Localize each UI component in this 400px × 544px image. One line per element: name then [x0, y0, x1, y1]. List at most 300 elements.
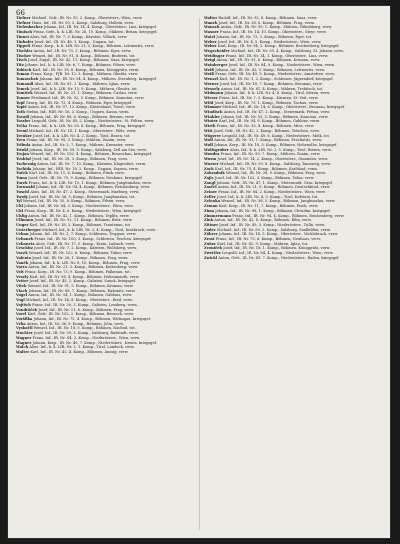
entry-details: Karl, Korp., IR. Nr. 11, 7. Komp., Böhmen, Pisek, verw. — [218, 204, 319, 209]
entry-surname: Turek — [16, 180, 28, 185]
entry-surname: Wessely — [204, 86, 220, 91]
entry-details: Hans, Inf., IR. Nr. 59, 3. Komp., Salzburg, Hallein, verw. — [31, 20, 135, 25]
list-entry — [204, 246, 382, 250]
list-entry — [16, 265, 194, 269]
entry-details: Anton, Inf., IR. Nr. 94, 1. Komp., Böhmen, Gablonz, verw. — [28, 293, 133, 298]
list-entry — [204, 185, 382, 189]
entry-surname: Tisch — [16, 58, 27, 63]
entry-surname: Titz — [16, 63, 24, 68]
entry-details: Karl, Gefr., IR. Nr. 102, 2. Komp., Böhmen, Benesch, verw. — [27, 312, 134, 317]
entry-surname: Tomiček — [16, 91, 33, 96]
entry-details: Anton, Inf., IR. Nr. 21, 3. Komp., Böhmen, Kuttenberg, verw. — [28, 265, 139, 270]
entry-surname: Wagner — [16, 335, 32, 340]
entry-details: Franz, Inf., IR. Nr. 30, 3. Komp., Galizien, Lemberg, verm. — [32, 302, 138, 307]
list-entry — [16, 251, 194, 255]
list-entry — [204, 242, 382, 246]
entry-surname: Vetter — [16, 279, 29, 284]
entry-details: Johann, Inf., IR. Nr. 75, 4. Komp., Böhmen, Wittingau, kriegsgef. — [33, 317, 151, 321]
list-entry — [16, 21, 194, 25]
entry-surname: Wansch — [204, 25, 220, 30]
entry-details: Wenzel, Inf., IR. Nr. 18, 5. Komp., Böhmen, Nachod, tot. — [33, 326, 136, 331]
entry-details: Anton, Inf., IR. Nr. 7, 10. Komp., Kärnten, Klagenfurt, verm. — [37, 161, 147, 166]
entry-surname: Zrost — [204, 237, 215, 242]
entry-surname: Vavra — [16, 265, 28, 270]
entry-surname: Tinnei — [16, 34, 29, 39]
entry-surname: Zvoníček — [204, 246, 223, 251]
entry-surname: Wurm — [204, 157, 217, 162]
entry-surname: Zahradnik — [204, 171, 225, 176]
entry-surname: Wolf — [204, 142, 214, 147]
list-entry — [204, 119, 382, 123]
entry-details: Franz, Inf., IR. Nr. 7, 3. Komp., Kärnten, St. Veit, verw. — [218, 95, 319, 100]
entry-surname: Zeman — [204, 204, 218, 209]
list-entry — [16, 322, 194, 326]
entry-surname: Zeller — [204, 194, 216, 199]
entry-surname: Trčka — [16, 124, 28, 129]
entry-surname: Veit — [16, 269, 24, 274]
entry-details: Josef, Inf., IR. Nr. 36, 5. Komp., Böhmen, Jungbunzlau, tot. — [29, 194, 136, 199]
entry-surname: Zink — [204, 218, 214, 223]
entry-details: Wenzel, Inf., IR. Nr. 102, 4. Komp., Böhmen, Beneschau, kriegsgef. — [30, 152, 152, 157]
entry-surname: Wasner — [204, 30, 219, 35]
entry-details: Josef, Inf., IR. Nr. 28, 3. Komp., Böhmen, Prag, verw. — [32, 157, 128, 162]
entry-details: Johann, Inf., IR. Nr. 54, 4. Komp., Mähren, Sternberg, kriegsgef. — [39, 77, 157, 82]
entry-details: Johann, Inf., IR. Nr. 14, 5. Komp., Oberösterr., Vöcklabruck, verw. — [218, 232, 339, 237]
entry-details: Johann, Inf., IR. Nr. 14, 4. Komp., Oberösterr., Linz, kriegsgef. — [43, 25, 157, 30]
entry-details: Johann, Inf., k. k. LIR. Nr. 8, 10. Komp., Böhmen, Prag, verw. — [29, 260, 141, 265]
list-entry — [16, 237, 194, 241]
list-entry — [16, 261, 194, 265]
entry-details: Josef, Inf., IR. Nr. 4, 5. Komp., Niederösterr., Wien, verw. — [217, 39, 322, 44]
entry-details: Franz, Korp., IR. Nr. 4, 6. Komp., Niederösterr., Wien, kriegsgef. — [24, 208, 142, 213]
entry-details: Franz, Inf., IR. Nr. 94, 4. Komp., Böhmen, Reichenberg, verw. — [232, 213, 345, 218]
entry-surname: Tonner — [16, 95, 31, 100]
list-entry — [16, 317, 194, 321]
entry-details: Anton, Inf., IR. Nr. 81, 4. Komp., Mähren, Trebitsch, tot. — [220, 86, 324, 91]
list-entry — [204, 195, 382, 199]
entry-details: Alois, Inf., k. k. LIR. Nr. 2, 1. Komp., Tirol, Landeck, verw. — [29, 345, 135, 350]
entry-details: Franz, Inf., IR. Nr. 75, 6. Komp., Böhmen, Neuhaus, verw. — [215, 237, 321, 242]
entry-details: Leopold, Inf., IR. Nr. 84, 4. Komp., Niederösterr., Wien, verw. — [222, 251, 334, 256]
entry-details: Michael, Inf., IR. Nr. 14, 8. Komp., Oberösterr., Ried, verw. — [25, 298, 133, 303]
entry-details: Karl, Inf., IR. Nr. 98, 4. Komp., Böhmen, Hohenmauth, verw. — [29, 274, 140, 279]
entry-surname: Weinberger — [204, 63, 228, 68]
entry-surname: Wild — [204, 100, 214, 105]
list-entry — [16, 298, 194, 302]
entry-surname: Wagner — [16, 340, 32, 345]
entry-surname: Trojan — [16, 152, 29, 157]
entry-details: Anton, Gefr., IR. Nr. 99, 1. Komp., Mähren, Nikolsburg, verw. — [220, 25, 333, 30]
entry-surname: Widmann — [204, 91, 224, 96]
entry-surname: Zöhrer — [204, 232, 218, 237]
list-entry — [16, 110, 194, 114]
list-entry — [16, 190, 194, 194]
list-entry — [16, 129, 194, 133]
list-entry — [16, 44, 194, 48]
entry-details: Alois, Inf., IR. Nr. 7, 3. Komp., Kärnten, Villach, verw. — [30, 34, 128, 39]
entry-surname: Werner — [204, 81, 219, 86]
entry-surname: Walch — [16, 345, 29, 350]
list-entry — [204, 115, 382, 119]
entry-surname: Vlach — [16, 288, 28, 293]
list-entry — [204, 199, 382, 203]
list-entry — [16, 308, 194, 312]
list-entry — [204, 167, 382, 171]
list-entry — [16, 218, 194, 222]
entry-surname: Veselý — [16, 274, 29, 279]
list-entry — [204, 171, 382, 175]
entry-surname: Turnwald — [16, 185, 35, 190]
entry-surname: Traudl — [16, 114, 30, 119]
entry-surname: Zeiner — [204, 190, 218, 195]
entry-surname: Winter — [204, 119, 218, 124]
entry-surname: Zach — [204, 166, 214, 171]
entry-details: Franz, Inf., IR. Nr. 100, 3. Komp., Schlesien, Teschen, kriegsgef. — [34, 237, 152, 242]
entry-details: Michael, Inf., IR. Nr. 59, 8. Komp., Salzburg, Tamsweg, verw. — [219, 161, 332, 166]
entry-surname: Zangl — [204, 180, 216, 185]
list-entry — [204, 190, 382, 194]
entry-details: Wenzel, Inf., IR. Nr. 28, 9. Komp., Böhmen, Prag, verw. — [225, 171, 326, 176]
list-entry — [204, 68, 382, 72]
list-entry — [16, 68, 194, 72]
entry-details: Wenzel, Inf., IR. Nr. 36, 5. Komp., Böhmen, Jungbunzlau, verw. — [221, 199, 336, 204]
entry-surname: Zuber — [204, 241, 216, 246]
entry-surname: Tinhofer — [16, 39, 34, 44]
entry-details: Johann, Inf., IR. Nr. 84, 3. Komp., Niederösterr., Wien, verw. — [24, 204, 134, 209]
entry-details: Johann, Inf., IR. Nr. 42, 3. Komp., Böhmen, Leitmeritz, verw. — [215, 67, 326, 72]
list-entry — [16, 148, 194, 152]
list-entry — [16, 162, 194, 166]
entry-details: Wenzel, Inf., IR. Nr. 91, 8. Komp., Böhmen, Budweis, tot. — [32, 53, 136, 58]
entry-surname: Weigl — [204, 58, 216, 63]
entry-details: Anton, Gefr., IR. Nr. 49, 7. Komp., Niederösterr., Baden, kriegsgef. — [218, 255, 340, 260]
entry-surname: Weidinger — [204, 53, 225, 58]
entry-surname: Tiefenbacher — [16, 25, 43, 30]
entry-details: Karl, Inf., IR. Nr. 42, 4. Komp., Böhmen, Aussig, verw. — [30, 349, 129, 354]
list-entry — [204, 124, 382, 128]
entry-details: Karl, Inf., IR. Nr. 81, 9. Komp., Mähren, Iglau, tot. — [217, 241, 309, 246]
list-entry — [16, 134, 194, 138]
entry-details: Johann, Inf., IR. Nr. 88, 7. Komp., Böhmen, Rakonitz, verw. — [28, 288, 136, 293]
entry-surname: Vaněk — [16, 260, 29, 265]
entry-surname: Truhlař — [16, 157, 32, 162]
entry-details: Karl, Inf., IR. Nr. 18, 6. Komp., Böhmen, Königgrätz, verm. — [32, 67, 140, 72]
list-entry — [16, 289, 194, 293]
entry-surname: Watzl — [204, 34, 216, 39]
entry-details: Josef, Inf., IR. Nr. 28, 6. Komp., Böhmen, Prag, verm. — [218, 20, 316, 25]
entry-details: Josef, Inf., IR. Nr. 45, 2. Komp., Galizien, Sanok, kriegsgef. — [29, 279, 137, 284]
entry-surname: Wirth — [204, 124, 216, 129]
entry-details: Franz, Korp., FJB. Nr. 12, 3. Komp., Mähren, Olmütz, verw. — [30, 72, 139, 77]
entry-surname: Wenzel — [204, 77, 219, 82]
entry-surname: Vogel — [16, 293, 28, 298]
list-entry — [16, 171, 194, 175]
entry-surname: Zwettler — [204, 251, 221, 256]
entry-details: Wenzel, Inf., IR. Nr. 35, 8. Komp., Böhmen, Pilsen, verw. — [22, 199, 126, 204]
entry-surname: Vorel — [16, 312, 27, 317]
list-entry — [204, 157, 382, 161]
entry-surname: Traxler — [16, 119, 31, 124]
entry-surname: Witt — [204, 128, 213, 133]
entry-surname: Tomek — [16, 86, 30, 91]
entry-details: Anton, Inf., IR. Nr. 91, 1. Komp., Böhmen, Prachatitz, verw. — [214, 138, 323, 143]
entry-details: Michael, Inf., IR. Nr. 14, 1. Komp., Oberösterr., Wels, verw. — [28, 128, 137, 133]
entry-details: Johann, Inf., HIR. Nr. 18, 2. Komp., Ungarn, Sopron, verw. — [32, 166, 139, 171]
entry-details: Alois, Gefr., IR. Nr. 17, 5. Komp., Krain, Laibach, verw. — [35, 241, 136, 246]
entry-details: Franz, Inf., IR. Nr. 84, 2. Komp., Niederösterr., Wien, verw. — [218, 190, 326, 195]
entry-details: Franz, Inf., IR. Nr. 35, 4. Komp., Böhmen, Mies, verw. — [216, 124, 315, 129]
entry-details: Johann, Inf., IR. Nr. 92, 5. Komp., Böhmen, Komotau, verw. — [221, 114, 329, 119]
list-entry — [16, 341, 194, 345]
entry-details: Stefan, Inf., HIR. Nr. 16, 3. Komp., Ungarn, Kassa, verm. — [26, 110, 130, 115]
entry-surname: Zoder — [204, 227, 216, 232]
entry-details: Franz, Inf., IR. Nr. 84, 2. Komp., Niederösterr., Wien, verw. — [32, 335, 140, 340]
list-entry — [16, 63, 194, 67]
entry-details: Johann, Korp., IR. Nr. 59, 5. Komp., Salzburg, Zell am See, verw. — [29, 147, 147, 152]
entry-details: Johann, Inf., k. k. LIR. Nr. 4, 8. Komp., Tirol, Meran, verw. — [224, 91, 331, 96]
left-column — [16, 16, 194, 532]
entry-surname: Zwickl — [204, 255, 218, 260]
list-entry — [16, 204, 194, 208]
entry-surname: Vyskočil — [16, 326, 33, 331]
list-entry — [16, 293, 194, 297]
entry-surname: Ubl — [16, 204, 24, 209]
entry-surname: Zavřel — [204, 185, 217, 190]
list-entry — [204, 58, 382, 62]
entry-details: Michael, Inf., IR. Nr. 59, 4. Komp., Salzburg, St. Johann, verw. — [230, 48, 344, 53]
entry-details: Leopold, Inf., IR. Nr. 49, 6. Komp., Niederösterr., Melk, tot. — [222, 133, 331, 138]
list-entry — [204, 21, 382, 25]
entry-details: Ferdinand, Inf., IR. Nr. 92, 5. Komp., Böhmen, Komotau, verw. — [31, 95, 145, 100]
list-entry — [16, 223, 194, 227]
entry-surname: Tyl — [16, 199, 22, 204]
entry-surname: Wachter — [16, 331, 33, 336]
entry-details: Alois, Inf., IR. Nr. 47, 2. Komp., Steiermark, Marburg, verw. — [30, 190, 140, 195]
list-entry — [16, 30, 194, 34]
list-entry — [204, 35, 382, 39]
entry-surname: Urbanetz — [16, 241, 35, 246]
entry-surname: Wögerer — [204, 133, 222, 138]
list-entry — [16, 105, 194, 109]
entry-details: Franz, Inf., IR. Nr. 14, 1. Komp., Oberösterr., Linz, verw. — [225, 53, 329, 58]
list-entry — [16, 25, 194, 29]
entry-surname: Weber — [204, 44, 217, 49]
list-entry — [16, 167, 194, 171]
entry-details: Josef, Inf., k. k. LIR. Nr. 4, 2. Komp., Tirol, Bozen, tot. — [33, 133, 131, 138]
entry-surname: Tiefner — [16, 20, 31, 25]
list-entry — [204, 204, 382, 208]
entry-details: Rudolf, Inf., IR. Nr. 92, 8. Komp., Böhmen, Saaz, verw. — [218, 16, 318, 20]
entry-surname: Wolfsgruber — [204, 147, 229, 152]
entry-details: Josef, Inf., IR. Nr. 28, 1. Komp., Böhmen, Prag, verm. — [32, 255, 129, 260]
list-entry — [16, 72, 194, 76]
list-entry — [16, 326, 194, 330]
entry-surname: Zimmermann — [204, 213, 232, 218]
list-entry — [16, 54, 194, 58]
entry-details: Josef, Inf., IR. Nr. 92, 11. Komp., Böhmen, Brüx, verw. — [34, 218, 133, 223]
list-entry — [16, 209, 194, 213]
entry-surname: Urbanek — [16, 237, 34, 242]
entry-surname: Tiefner — [16, 16, 31, 20]
entry-surname: Wieser — [204, 95, 218, 100]
page-number: 66 — [16, 9, 25, 17]
entry-details: Franz, Inf., IR. Nr. 14, 10. Komp., Oberösterr., Steyr, verw. — [220, 30, 327, 35]
list-entry — [16, 40, 194, 44]
list-entry — [16, 242, 194, 246]
entry-surname: Tomaschek — [16, 77, 39, 82]
entry-surname: Tschernig — [16, 161, 36, 166]
list-entry — [16, 195, 194, 199]
entry-surname: Topič — [16, 105, 27, 110]
entry-details: Wenzel, Inf., IR. Nr. 102, 6. Komp., Böhmen, Tabor, verw. — [28, 251, 133, 256]
entry-details: Georg, Inf., IR. Nr. 73, 4. Komp., Böhmen, Eger, kriegsgef. — [25, 100, 133, 105]
list-entry — [204, 251, 382, 255]
list-entry — [16, 232, 194, 236]
list-entry — [16, 16, 194, 20]
list-entry — [16, 58, 194, 62]
entry-surname: Tischler — [16, 48, 33, 53]
entry-details: Michael, Inf., k. k. LIR. Nr. 2, 4. Komp., Tirol, Innsbruck, verw. — [42, 227, 157, 232]
entry-details: Anton, Inf., IR. Nr. 21, 6. Komp., Böhmen, Deutschbrod, verw. — [217, 185, 331, 190]
entry-details: Josef, Inf., IR. Nr. 14, 2. Komp., Oberösterr., Gmunden, verw. — [217, 157, 328, 162]
entry-surname: Vitek — [16, 284, 27, 289]
entry-details: Michael, Inf., IR. Nr. 14, 6. Komp., Oberösterr., Braunau, kriegsgef. — [222, 105, 346, 110]
entry-details: Johann, Korp., IR. Nr. 49, 7. Komp., Niederösterr., Krems, kriegsgef. — [32, 340, 157, 345]
list-entry — [204, 54, 382, 58]
entry-surname: Uhlig — [16, 213, 27, 218]
entry-surname: Treml — [16, 128, 28, 133]
entry-surname: Tuma — [16, 175, 28, 180]
list-entry — [16, 345, 194, 349]
list-entry — [204, 63, 382, 67]
entry-surname: Tuschl — [16, 190, 30, 195]
entry-details: Josef, Inf., IR. Nr. 18, 1. Komp., Böhmen, Königgrätz, verw. — [223, 246, 331, 251]
entry-surname: Tribula — [16, 142, 31, 147]
entry-details: Johann, Inf., IR. Nr. 1, 7. Komp., Schlesien, Troppau, verw. — [29, 232, 137, 237]
list-entry — [16, 152, 194, 156]
entry-surname: Tschida — [16, 166, 32, 171]
entry-details: Michael, Inf., IR. Nr. 59, 2. Komp., Salzburg, Saalfelden, verm. — [216, 227, 332, 232]
list-entry — [204, 152, 382, 156]
list-entry — [204, 40, 382, 44]
entry-details: Anton, Inf., IR. Nr. 47, 2. Komp., Steiermark, Pettau, verw. — [223, 110, 331, 115]
entry-details: Anton, Inf., IR. Nr. 42, 1. Komp., Böhmen, Teplitz, verw. — [28, 213, 130, 218]
entry-details: Franz, Inf., IR. Nr. 99, 3. Komp., Mähren, Znaim, verw. — [26, 138, 127, 143]
entry-details: Alois, Inf., k. k. LIR. Nr. 2, 5. Komp., Tirol, Brixen, verw. — [229, 147, 332, 152]
entry-details: Josef, Inf., IR. Nr. 11, 6. Komp., Böhmen, Prag, verw. — [38, 307, 135, 312]
entry-details: Franz, Inf., k. k. LIR. Nr. 28, 8. Komp., Böhmen, Prag, kriegsgef. — [28, 124, 146, 129]
list-entry — [16, 77, 194, 81]
entry-details: Josef, Inf., k. k. LIR. Nr. 13, 9. Komp., Mähren, Olmütz, tot. — [30, 86, 138, 91]
list-entry — [204, 214, 382, 218]
entry-details: Alois, Inf., IR. Nr. 81, 2. Komp., Mähren, Iglau, verw. — [34, 81, 131, 86]
list-entry — [204, 223, 382, 227]
list-entry — [16, 124, 194, 128]
list-entry — [16, 96, 194, 100]
list-entry — [16, 115, 194, 119]
entry-surname: Twrdy — [16, 194, 28, 199]
list-entry — [204, 138, 382, 142]
list-entry — [16, 246, 194, 250]
list-entry — [16, 336, 194, 340]
entry-details: Karl, Inf., IR. Nr. 1, 2. Komp., Schlesien, Jägerndorf, kriegsgef. — [219, 77, 334, 82]
entry-surname: Wolf — [204, 138, 214, 143]
list-entry — [16, 157, 194, 161]
entry-details: Josef, Gefr., IR. Nr. 75, 9. Komp., Böhmen, Neuhaus, kriegsgef. — [28, 175, 143, 180]
entry-surname: Walter — [16, 349, 30, 354]
entry-details: Johann, Inf., IR. Nr. 94, 4. Komp., Böhmen, Reichenberg, verw. — [35, 185, 151, 190]
list-entry — [16, 49, 194, 53]
list-entry — [204, 148, 382, 152]
entry-surname: Valenta — [16, 255, 32, 260]
entry-details: Josef, Inf., IR. Nr. 59, 3. Komp., Salzburg, Radstadt, verw. — [33, 331, 139, 336]
entry-surname: Wurzer — [204, 161, 219, 166]
list-entry — [204, 96, 382, 100]
list-entry — [16, 199, 194, 203]
entry-details: Anton, Inf., IR. Nr. 73, 2. Komp., Böhmen, Eger, verw. — [33, 48, 132, 53]
list-entry — [16, 143, 194, 147]
entry-surname: Vrba — [16, 321, 26, 326]
entry-surname: Wegscheider — [204, 48, 230, 53]
list-entry — [204, 72, 382, 76]
entry-surname: Zima — [204, 208, 215, 213]
entry-details: Josef, Inf., k. k. LIR. Nr. 4, 3. Komp., Tirol, Kufstein, tot. — [216, 194, 319, 199]
list-entry — [204, 91, 382, 95]
list-entry — [204, 25, 382, 29]
entry-details: Anton, Inf., IR. Nr. 42, 8. Komp., Böhmen, Bilin, verw. — [214, 218, 312, 223]
entry-surname: Trinkl — [16, 147, 29, 152]
list-entry — [204, 110, 382, 114]
list-entry — [204, 87, 382, 91]
entry-surname: Unger — [16, 222, 29, 227]
entry-details: Johann, Gefr., IR. Nr. 47, 1. Komp., Steiermark, Graz, kriegsgef. — [216, 180, 333, 185]
entry-surname: Urschitz — [16, 246, 33, 251]
list-entry — [204, 237, 382, 241]
list-entry — [204, 176, 382, 180]
entry-surname: Tomandl — [16, 81, 34, 86]
list-entry — [204, 228, 382, 232]
list-entry — [16, 185, 194, 189]
list-entry — [204, 162, 382, 166]
entry-surname: Uhl — [16, 208, 24, 213]
list-entry — [204, 256, 382, 260]
list-entry — [204, 16, 382, 20]
list-entry — [16, 279, 194, 283]
entry-details: Franz, Korp., k. k. LIR. Nr. 21, 5. Komp., Böhmen, Leitmeritz, verw. — [31, 44, 155, 49]
entry-details: Karl, Inf., IR. Nr. 94, 9. Komp., Böhmen, Gablonz, verm. — [218, 119, 321, 124]
entry-surname: Treu — [16, 138, 26, 143]
list-entry — [204, 209, 382, 213]
list-entry — [16, 138, 194, 142]
entry-details: Karl, Inf., IR. Nr. 18, 2. Komp., Böhmen, Trautenau, tot. — [29, 222, 132, 227]
entry-details: Josef, Inf., IR. Nr. 7, 2. Komp., Kärnten, Wolfsberg, verw. — [34, 246, 138, 251]
entry-surname: Weber — [204, 39, 217, 44]
entry-surname: Vojtěch — [16, 302, 31, 307]
entry-details: Anton, Inf., IR. Nr. 91, 6. Komp., Böhmen, Krumau, verw. — [216, 58, 321, 63]
entry-details: Franz, Inf., IR. Nr. 99, 7. Komp., Mähren, Znaim, verw. — [220, 152, 321, 157]
entry-details: Anton, Inf., IR. Nr. 36, 9. Komp., Böhmen, Jičin, verw. — [26, 321, 124, 326]
entry-surname: Vogl — [16, 298, 25, 303]
list-entry — [204, 44, 382, 48]
entry-surname: Wondra — [204, 152, 220, 157]
entry-surname: Walter — [204, 16, 218, 20]
entry-details: Josef, Korp., IR. Nr. 73, 1. Komp., Böhmen, Tachau, verw. — [214, 100, 319, 105]
entry-details: Josef, Inf., IR. Nr. 49, 3. Komp., Niederösterr., Tulln, verw. — [219, 222, 326, 227]
entry-details: Karl, Inf., IR. Nr. 73, 4. Komp., Böhmen, Karlsbad, verm. — [214, 166, 318, 171]
entry-details: Johann, Inf., IR. Nr. 98, 1. Komp., Böhmen, Chrudim, kriegsgef. — [215, 208, 331, 213]
list-entry — [204, 49, 382, 53]
list-entry — [204, 134, 382, 138]
